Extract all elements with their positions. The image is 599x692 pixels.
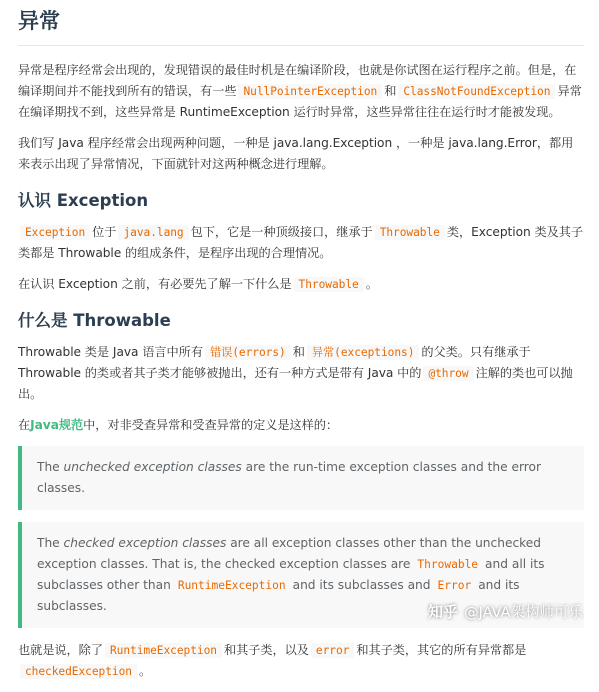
- quote2-text-4: and its subclasses and: [292, 578, 431, 592]
- code-throwable-3: Throwable: [412, 557, 483, 572]
- quote2-text-2: are all exception classes other than the unchecked exception classes. That is, the checked exception classes are: [37, 536, 542, 571]
- intro-text-2: 和: [384, 84, 397, 98]
- java-spec-link[interactable]: Java规范: [30, 418, 84, 432]
- intro-text-3: 异常在编译期找不到，这些异常是 RuntimeException 运行时异常，这些异常往往在运行时才能被发现。: [18, 84, 582, 119]
- section-heading-exception: 认识 Exception: [18, 191, 149, 210]
- summary-text-1: 也就是说，除了: [18, 643, 103, 657]
- quote1-emphasis: unchecked exception classes: [63, 460, 242, 474]
- exception-text-2: 包下，它是一种顶级接口，继承于: [190, 225, 373, 239]
- code-runtime-exception: RuntimeException: [173, 578, 291, 593]
- zhihu-watermark: [428, 601, 583, 622]
- code-runtime-exception-2: RuntimeException: [105, 643, 222, 658]
- throwable-paragraph: [18, 342, 584, 405]
- throwable-text-3: 的父类。只有继承于 Throwable 的类或者其子类才能够被抛出，还有一种方式是带有 Java 中的: [18, 345, 531, 380]
- code-exception: Exception: [20, 225, 90, 240]
- exception-text-1: 位于: [92, 225, 117, 239]
- summary-paragraph: [18, 640, 584, 682]
- zhihu-logo: 知乎: [428, 603, 459, 621]
- code-null-pointer-exception: NullPointerException: [238, 84, 382, 99]
- title-divider: [18, 45, 584, 46]
- exception-paragraph: [18, 222, 584, 264]
- code-error-lower: error: [311, 643, 354, 658]
- code-throw-annotation: @throw: [423, 366, 473, 381]
- paragraph-two-problems: 我们写 Java 程序经常会出现两种问题，一种是 java.lang.Exception ，一种是 java.lang.Error，都用来表示出现了异常情况，下面就针对这两种概念进行理解。: [18, 136, 574, 171]
- quote1-text-2: are the run-time exception classes and the error classes.: [37, 460, 541, 495]
- summary-text-2: 和其子类，以及: [223, 643, 309, 657]
- code-error: Error: [433, 578, 477, 593]
- intro-paragraph: [18, 60, 584, 123]
- code-class-not-found-exception: ClassNotFoundException: [398, 84, 555, 99]
- java-spec-paragraph: [18, 415, 584, 436]
- article: [18, 0, 584, 692]
- watermark-author: @JAVA架构师可乐: [464, 605, 583, 621]
- code-throwable: Throwable: [375, 225, 445, 240]
- before-text-2: 。: [365, 277, 378, 291]
- page-title: 异常: [18, 9, 60, 33]
- spec-text-1: 在: [18, 418, 31, 432]
- quote-unchecked: [18, 446, 584, 510]
- quote1-text-1: The: [37, 460, 60, 474]
- throwable-text-2: 和: [292, 345, 305, 359]
- quote2-text-3: and all its subclasses other than: [37, 557, 545, 592]
- code-checked-exception: checkedException: [20, 664, 137, 679]
- exception-text-3: 类，Exception 类及其子类都是 Throwable 的组成条件，是程序出现的合理情况。: [18, 225, 584, 260]
- quote2-text-5: and its subclasses.: [37, 578, 520, 613]
- spec-text-2: 中，对非受查异常和受查异常的定义是这样的：: [83, 418, 339, 432]
- code-java-lang: java.lang: [118, 225, 188, 240]
- code-throwable-2: Throwable: [294, 277, 364, 292]
- before-exception-paragraph: [18, 274, 584, 295]
- quote2-text-1: The: [37, 536, 60, 550]
- code-errors: 错误(errors): [205, 345, 291, 360]
- code-exceptions: 异常(exceptions): [307, 345, 420, 360]
- summary-text-3: 和其子类，其它的所有异常都是: [356, 643, 527, 657]
- throwable-text-4: 注解的类也可以抛出。: [18, 366, 573, 401]
- before-text-1: 在认识 Exception 之前，有必要先了解一下什么是: [18, 277, 292, 291]
- throwable-text-1: Throwable 类是 Java 语言中所有: [18, 345, 203, 359]
- summary-text-4: 。: [138, 664, 152, 678]
- section-heading-throwable: 什么是 Throwable: [18, 311, 171, 330]
- intro-text-1: 异常是程序经常会出现的，发现错误的最佳时机是在编译阶段，也就是你试图在运行程序之前。但是，在编译期间并不能找到所有的错误，有一些: [18, 63, 577, 98]
- quote2-emphasis: checked exception classes: [63, 536, 227, 550]
